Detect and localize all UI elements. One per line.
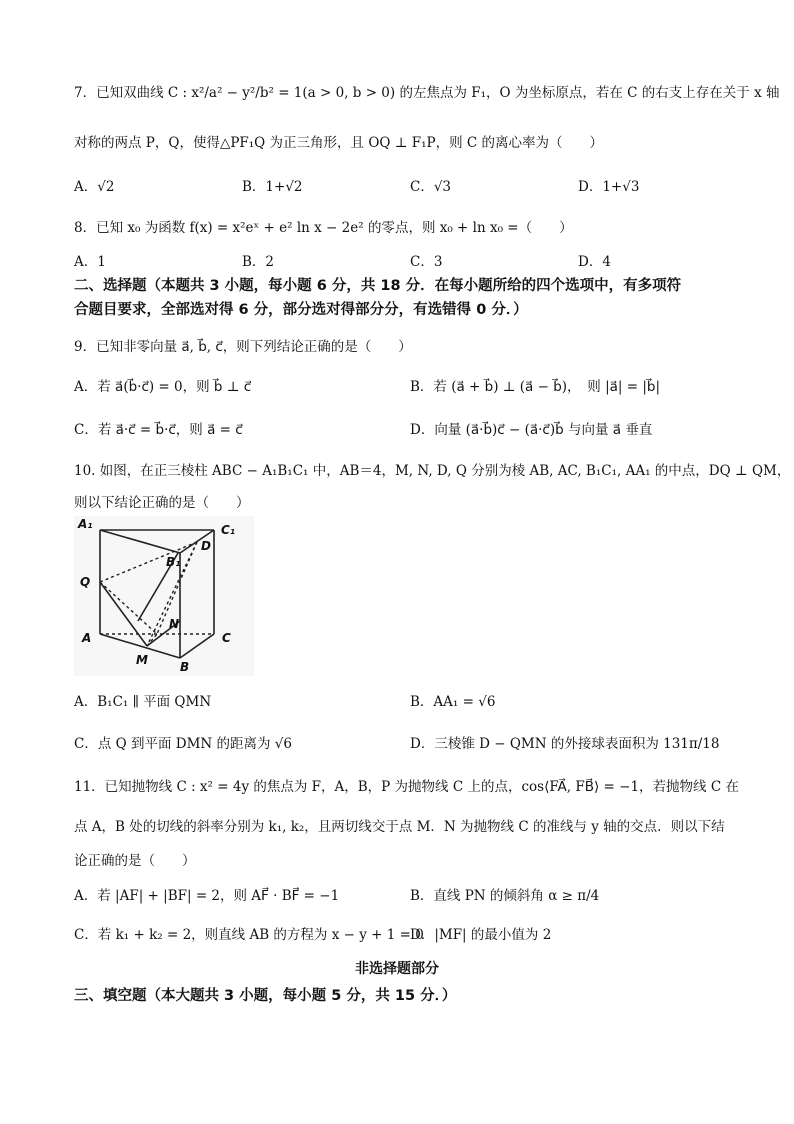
q8-option-a: A．1 (74, 254, 106, 270)
q10-option-d: D．三棱锥 D − QMN 的外接球表面积为 131π/18 (410, 736, 720, 752)
q9-option-d: D．向量 (a⃗·b⃗)c⃗ − (a⃗·c⃗)b⃗ 与向量 a⃗ 垂直 (410, 422, 653, 438)
q10-option-c: C．点 Q 到平面 DMN 的距离为 √6 (74, 736, 293, 752)
q7-option-c: C．√3 (410, 179, 452, 195)
q11-option-a: A．若 |AF| + |BF| = 2，则 AF⃗ · BF⃗ = −1 (74, 888, 340, 904)
q7-option-a: A．√2 (74, 179, 115, 195)
q7-stem-line2: 对称的两点 P，Q，使得△PF₁Q 为正三角形，且 OQ ⊥ F₁P，则 C 的离心率为（ ） (74, 135, 604, 151)
label-d: D (201, 539, 211, 553)
q11-stem-line1: 11．已知抛物线 C : x² = 4y 的焦点为 F，A，B，P 为抛物线 C 上的点，cos⟨FA⃗, FB⃗⟩ = −1，若抛物线 C 在 (74, 779, 739, 795)
q9-option-a: A．若 a⃗(b⃗·c⃗) = 0，则 b⃗ ⊥ c⃗ (74, 379, 252, 395)
prism-figure (74, 516, 254, 676)
label-b: B (180, 660, 190, 674)
q8-option-d: D．4 (578, 254, 611, 270)
q7-option-b: B．1+√2 (242, 179, 303, 195)
q8-option-c: C．3 (410, 254, 443, 270)
q11-option-b: B．直线 PN 的倾斜角 α ≥ π/4 (410, 888, 600, 904)
label-q: Q (80, 575, 91, 589)
label-a: A (82, 631, 92, 645)
label-c: C (222, 631, 231, 645)
q7-option-d: D．1+√3 (578, 179, 640, 195)
label-c1: C₁ (221, 523, 236, 537)
q9-stem: 9．已知非零向量 a⃗, b⃗, c⃗，则下列结论正确的是（ ） (74, 339, 412, 355)
section2-heading-line2: 合题目要求，全部选对得 6 分，部分选对得部分分，有选错得 0 分．） (74, 302, 528, 318)
q8-option-b: B．2 (242, 254, 275, 270)
q7-stem-line1: 7．已知双曲线 C : x²/a² − y²/b² = 1(a > 0, b > 0) 的左焦点为 F₁，O 为坐标原点，若在 C 的右支上存在关于 x 轴 (74, 85, 780, 101)
label-n: N (169, 617, 180, 631)
q11-stem-line2: 点 A，B 处的切线的斜率分别为 k₁, k₂，且两切线交于点 M．N 为抛物线 C 的准线与 y 轴的交点．则以下结 (74, 819, 725, 835)
q8-stem: 8．已知 x₀ 为函数 f(x) = x²eˣ + e² ln x − 2e² 的零点，则 x₀ + ln x₀ =（ ） (74, 220, 573, 236)
nonchoice-heading: 非选择题部分 (355, 961, 439, 977)
q11-option-c: C．若 k₁ + k₂ = 2，则直线 AB 的方程为 x − y + 1 = 0 (74, 927, 424, 943)
q10-stem-line2: 则以下结论正确的是（ ） (74, 495, 250, 511)
section2-heading-line1: 二、选择题（本题共 3 小题，每小题 6 分，共 18 分．在每小题所给的四个选项中，有多项符 (74, 278, 682, 294)
q9-option-b: B．若 (a⃗ + b⃗) ⊥ (a⃗ − b⃗)， 则 |a⃗| = |b⃗| (410, 379, 661, 395)
q10-stem-line1: 10. 如图，在正三棱柱 ABC − A₁B₁C₁ 中，AB＝4，M, N, D, Q 分别为棱 AB, AC, B₁C₁, AA₁ 的中点，DQ ⊥ QM， (74, 463, 791, 479)
q11-option-d: D．|MF| 的最小值为 2 (410, 927, 552, 943)
label-b1: B₁ (166, 555, 181, 569)
q10-option-b: B．AA₁ = √6 (410, 694, 496, 710)
q9-option-c: C．若 a⃗·c⃗ = b⃗·c⃗，则 a⃗ = c⃗ (74, 422, 243, 438)
label-m: M (136, 653, 148, 667)
q10-option-a: A．B₁C₁ ∥ 平面 QMN (74, 694, 212, 710)
section3-heading: 三、填空题（本大题共 3 小题，每小题 5 分，共 15 分．） (74, 988, 457, 1004)
q11-stem-line3: 论正确的是（ ） (74, 853, 196, 869)
label-a1: A₁ (78, 517, 93, 531)
